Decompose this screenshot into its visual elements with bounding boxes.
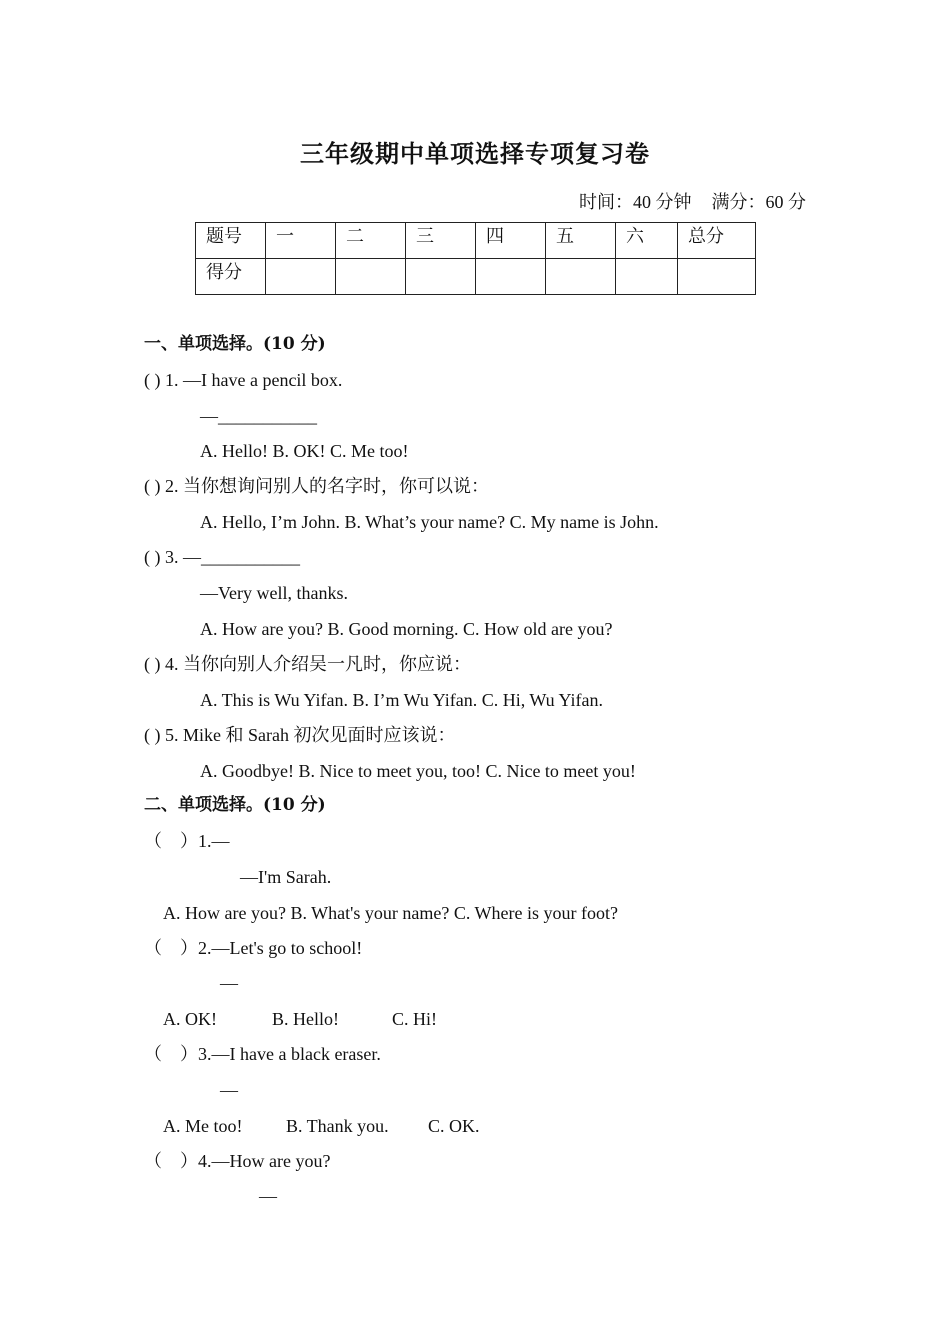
- s2-q3-reply: —: [220, 1080, 238, 1100]
- header-cell: 二: [336, 223, 406, 259]
- s2-q2-option-a: A. OK!: [163, 1009, 217, 1029]
- s2-q3-option-a: A. Me too!: [163, 1116, 243, 1136]
- s2-q2-option-c: C. Hi!: [392, 1009, 437, 1029]
- score-cell: [546, 259, 616, 295]
- s2-q1-options: A. How are you? B. What's your name? C. Where is your foot?: [163, 903, 618, 923]
- full-score: 满分：60 分: [711, 192, 806, 212]
- s1-q5-stem: ( ) 5. Mike 和 Sarah 初次见面时应该说：: [144, 725, 456, 745]
- s1-q2-stem: ( ) 2. 当你想询问别人的名字时，你可以说：: [144, 476, 489, 496]
- s2-q4-reply: —: [259, 1186, 277, 1206]
- score-table: [195, 222, 756, 295]
- s1-q1-stem: ( ) 1. —I have a pencil box.: [144, 370, 343, 390]
- score-cell: [476, 259, 546, 295]
- s1-q4-options: A. This is Wu Yifan. B. I’m Wu Yifan. C. Hi, Wu Yifan.: [200, 690, 603, 710]
- time-limit: 时间：40 分钟: [579, 192, 692, 212]
- s1-q2-options: A. Hello, I’m John. B. What’s your name? C. My name is John.: [200, 512, 659, 532]
- header-cell: 四: [476, 223, 546, 259]
- score-cell: [406, 259, 476, 295]
- s2-q3-option-c: C. OK.: [428, 1116, 480, 1136]
- s1-q1-options: A. Hello! B. OK! C. Me too!: [200, 441, 409, 461]
- s2-q2-stem: （ ）2.—Let's go to school!: [144, 938, 363, 958]
- s1-q1-blank: —___________: [200, 406, 317, 426]
- header-cell: 总分: [678, 223, 756, 259]
- header-cell: 题号: [196, 223, 266, 259]
- score-table-row: [196, 259, 756, 295]
- s2-q1-stem: （ ）1.—: [144, 831, 230, 851]
- score-cell: [336, 259, 406, 295]
- score-cell: [678, 259, 756, 295]
- exam-meta: [559, 188, 806, 214]
- page-title: 三年级期中单项选择专项复习卷: [300, 139, 650, 168]
- score-cell: [616, 259, 678, 295]
- row-label: 得分: [196, 259, 266, 295]
- s1-q5-options: A. Goodbye! B. Nice to meet you, too! C. Nice to meet you!: [200, 761, 636, 781]
- header-cell: 五: [546, 223, 616, 259]
- s2-q4-stem: （ ）4.—How are you?: [144, 1151, 331, 1171]
- section-1-heading: 一、单项选择。(10 分): [144, 334, 326, 354]
- header-cell: 三: [406, 223, 476, 259]
- score-cell: [266, 259, 336, 295]
- header-cell: 一: [266, 223, 336, 259]
- s1-q3-options: A. How are you? B. Good morning. C. How old are you?: [200, 619, 613, 639]
- s1-q3-reply: —Very well, thanks.: [200, 583, 348, 603]
- s2-q3-stem: （ ）3.—I have a black eraser.: [144, 1044, 381, 1064]
- s1-q3-stem: ( ) 3. —___________: [144, 547, 300, 567]
- s2-q2-option-b: B. Hello!: [272, 1009, 339, 1029]
- s2-q3-option-b: B. Thank you.: [286, 1116, 389, 1136]
- s2-q2-reply: —: [220, 973, 238, 993]
- section-2-heading: 二、单项选择。(10 分): [144, 795, 326, 815]
- s2-q1-reply: —I'm Sarah.: [240, 867, 332, 887]
- s1-q4-stem: ( ) 4. 当你向别人介绍吴一凡时，你应说：: [144, 654, 471, 674]
- score-table-header-row: [196, 223, 756, 259]
- header-cell: 六: [616, 223, 678, 259]
